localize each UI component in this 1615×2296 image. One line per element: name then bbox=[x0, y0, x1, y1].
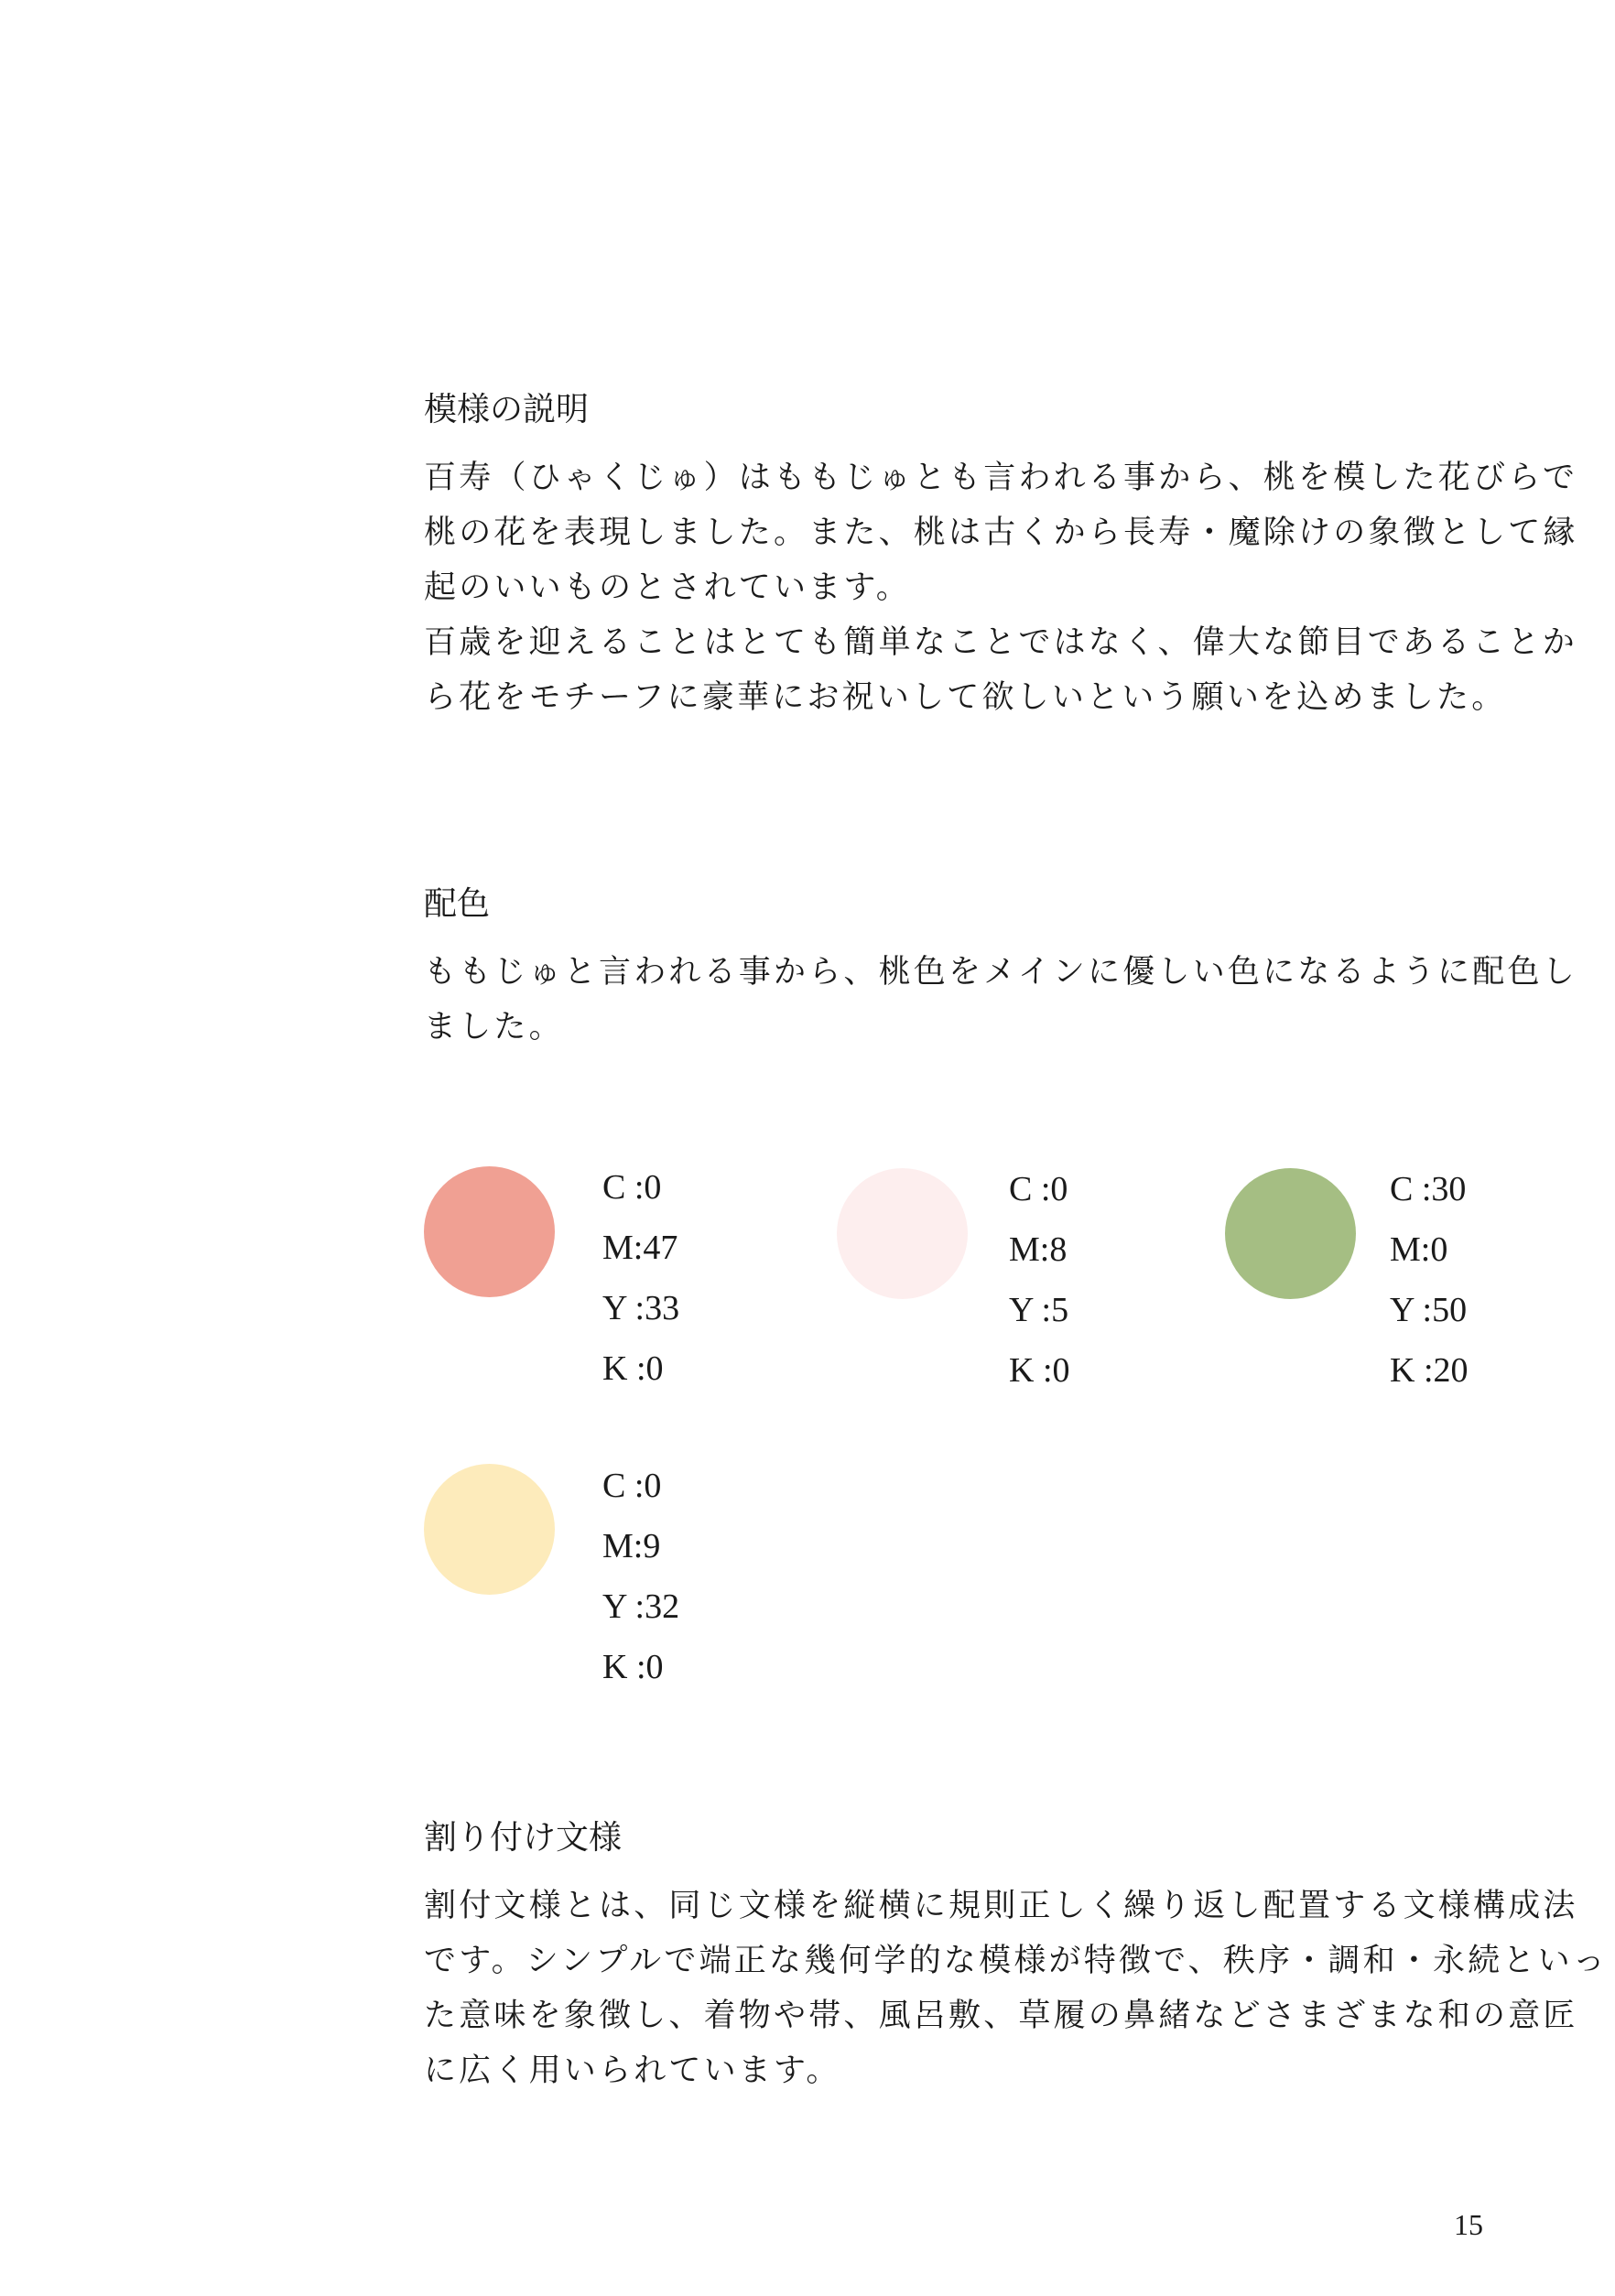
cmyk-k: K :0 bbox=[602, 1648, 664, 1686]
paragraph-color-scheme bbox=[424, 945, 1577, 1055]
cmyk-c: C :30 bbox=[1390, 1170, 1467, 1208]
cmyk-k: K :20 bbox=[1390, 1351, 1469, 1390]
cmyk-values-green bbox=[1390, 1159, 1469, 1401]
cmyk-y: Y :5 bbox=[1009, 1291, 1069, 1329]
color-swatch-peach bbox=[424, 1166, 555, 1297]
cmyk-values-light-pink bbox=[1009, 1159, 1070, 1401]
paragraph-warituke-pattern bbox=[424, 1879, 1609, 2098]
color-swatch-green bbox=[1225, 1168, 1356, 1299]
cmyk-m: M:8 bbox=[1009, 1230, 1068, 1269]
section-heading-color-scheme: 配色 bbox=[424, 885, 491, 923]
cmyk-m: M:0 bbox=[1390, 1230, 1448, 1269]
cmyk-m: M:9 bbox=[602, 1527, 661, 1565]
cmyk-c: C :0 bbox=[602, 1467, 662, 1505]
paragraph-pattern-description bbox=[424, 450, 1578, 725]
cmyk-m: M:47 bbox=[602, 1229, 678, 1267]
cmyk-k: K :0 bbox=[602, 1349, 664, 1388]
text-line: です。シンプルで端正な幾何学的な模様が特徴で、秩序・調和・永続といっ bbox=[424, 1943, 1609, 1979]
cmyk-y: Y :32 bbox=[602, 1587, 680, 1626]
cmyk-values-peach bbox=[602, 1157, 679, 1399]
text-line: ら花をモチーフに豪華にお祝いして欲しいという願いを込めました。 bbox=[424, 679, 1507, 716]
cmyk-c: C :0 bbox=[1009, 1170, 1068, 1208]
text-line: ました。 bbox=[424, 1009, 564, 1045]
text-line: 起のいいものとされています。 bbox=[424, 569, 912, 606]
text-line: ももじゅと言われる事から、桃色をメインに優しい色になるように配色し bbox=[424, 954, 1577, 991]
color-swatch-light-pink bbox=[837, 1168, 968, 1299]
cmyk-y: Y :33 bbox=[602, 1289, 680, 1327]
text-line: に広く用いられています。 bbox=[424, 2052, 841, 2089]
cmyk-c: C :0 bbox=[602, 1168, 662, 1207]
section-heading-pattern-description: 模様の説明 bbox=[424, 391, 590, 428]
color-swatch-cream-yellow bbox=[424, 1464, 555, 1595]
cmyk-y: Y :50 bbox=[1390, 1291, 1468, 1329]
text-line: た意味を象徴し、着物や帯、風呂敷、草履の鼻緒などさまざまな和の意匠 bbox=[424, 1998, 1578, 2034]
cmyk-values-cream-yellow bbox=[602, 1456, 679, 1697]
text-line: 桃の花を表現しました。また、桃は古くから長寿・魔除けの象徴として縁 bbox=[424, 514, 1578, 551]
text-line: 百寿（ひゃくじゅ）はももじゅとも言われる事から、桃を模した花びらで bbox=[424, 460, 1578, 496]
text-line: 百歳を迎えることはとても簡単なことではなく、偉大な節目であることか bbox=[424, 624, 1577, 661]
section-heading-warituke-pattern: 割り付け文様 bbox=[424, 1819, 623, 1857]
cmyk-k: K :0 bbox=[1009, 1351, 1070, 1390]
text-line: 割付文様とは、同じ文様を縦横に規則正しく繰り返し配置する文様構成法 bbox=[424, 1888, 1578, 1924]
page-number: 15 bbox=[1454, 2208, 1483, 2241]
